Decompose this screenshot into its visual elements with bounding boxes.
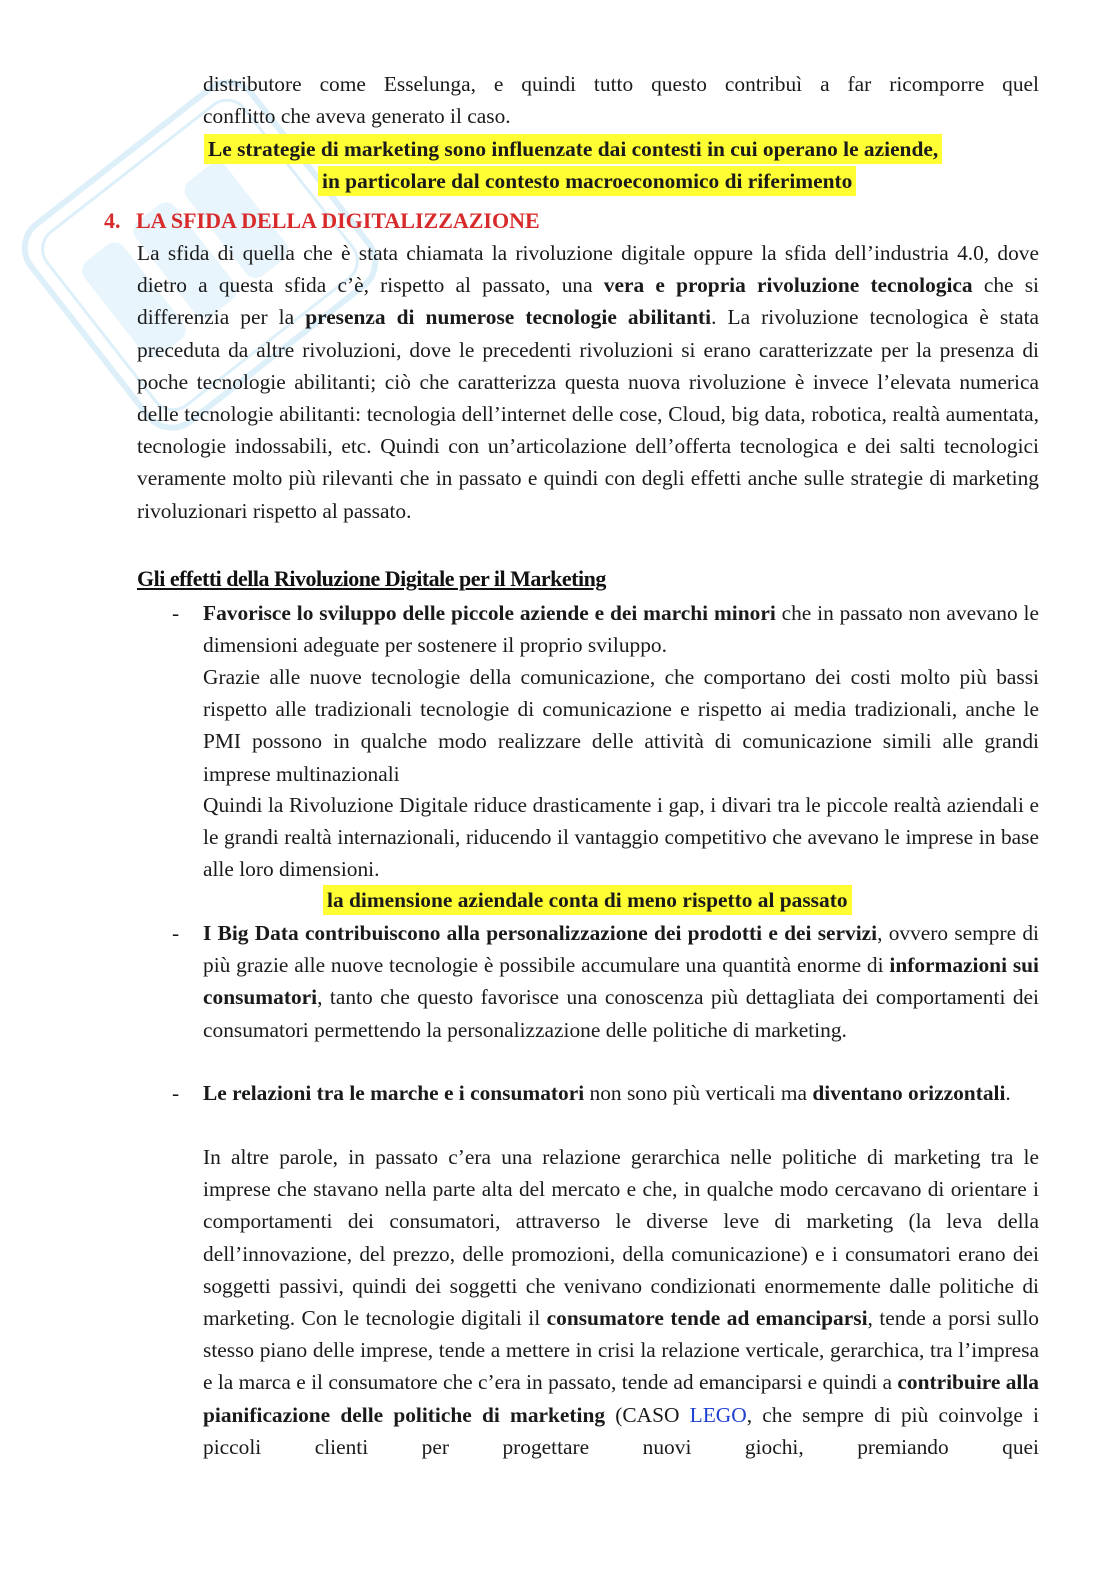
section-heading [104,205,540,237]
subheading: Gli effetti della Rivoluzione Digitale per il Marketing [137,566,606,591]
intro-line-2: conflitto che aveva generato il caso. [203,104,511,128]
section-title: LA SFIDA DELLA DIGITALIZZAZIONE [136,208,540,233]
intro-line-1: distributore come Esselunga, e quindi tutto questo contribuì a far ricomporre quel [203,72,1039,96]
lego-link[interactable]: LEGO [689,1402,747,1427]
bullet-dash: - [172,601,180,625]
bullet-1-paragraph: Favorisce lo sviluppo delle piccole aziende e dei marchi minori che in passato non avevano le dimensioni adeguate per sostenere il proprio sviluppo. [203,601,1039,658]
bullet-3-paragraph: Le relazioni tra le marche e i consumatori non sono più verticali ma diventano orizzontali. [203,1081,1011,1105]
highlight-key-point-1a: Le strategie di marketing sono influenzate dai contesti in cui operano le aziende, [204,134,942,164]
bullet-2-paragraph: I Big Data contribuiscono alla personalizzazione dei prodotti e dei servizi, ovvero sempre di più grazie alle nuove tecnologie è possibile accumulare una quantità enorme di informazioni sui consumatori, tanto che questo favorisce una conoscenza più dettagliata dei comportamenti dei consumatori permettendo la personalizzazione delle politiche di marketing. [203,921,1039,1042]
bullet-1-paragraph-3: Quindi la Rivoluzione Digitale riduce drasticamente i gap, i divari tra le piccole realtà aziendali e le grandi realtà internazionali, riducendo il vantaggio competitivo che avevano le imprese in base alle loro dimensioni. [203,793,1039,882]
section-number: 4. [104,208,121,233]
bullet-1-paragraph-2: Grazie alle nuove tecnologie della comunicazione, che comportano dei costi molto più bassi rispetto alle tradizionali tecnologie di comunicazione e rispetto ai media tradizionali, anche le PMI possono in qualche modo realizzare delle attività di comunicazione simili alle grandi imprese multinazionali [203,665,1039,786]
bullet-dash: - [172,921,180,945]
bullet-dash: - [172,1081,180,1105]
highlight-key-point-2: la dimensione aziendale conta di meno rispetto al passato [323,885,852,915]
section-paragraph: La sfida di quella che è stata chiamata la rivoluzione digitale oppure la sfida dell’industria 4.0, dove dietro a questa sfida c’è, rispetto al passato, una vera e propria rivoluzione tecnologica che si differenzia per la presenza di numerose tecnologie abilitanti. La rivoluzione tecnologica è stata preceduta da altre rivoluzioni, dove le precedenti rivoluzioni si erano caratterizzate per la presenza di poche tecnologie abilitanti; ciò che caratterizza questa nuova rivoluzione è invece l’elevata numerica delle tecnologie abilitanti: tecnologia dell’internet delle cose, Cloud, big data, robotica, realtà aumentata, tecnologie indossabili, etc. Quindi con un’articolazione dell’offerta tecnologica e dei salti tecnologici veramente molto più rilevanti che in passato e quindi con degli effetti anche sulle strategie di marketing rivoluzionari rispetto al passato. [137,241,1040,523]
highlight-key-point-1b: in particolare dal contesto macroeconomico di riferimento [318,166,856,196]
bullet-3-paragraph-2: In altre parole, in passato c’era una relazione gerarchica nelle politiche di marketing tra le imprese che stavano nella parte alta del mercato e che, in qualche modo cercavano di orientare i comportamenti dei consumatori, attraverso le diverse leve di marketing (la leva della dell’innovazione, del prezzo, delle promozioni, della comunicazione) e i consumatori erano dei soggetti passivi, quindi dei soggetti che venivano condizionati enormemente dalle politiche di marketing. Con le tecnologie digitali il consumatore tende ad emanciparsi, tende a porsi sullo stesso piano delle imprese, tende a mettere in crisi la relazione verticale, gerarchica, tra l’impresa e la marca e il consumatore che c’era in passato, tende ad emanciparsi e quindi a contribuire alla pianificazione delle politiche di marketing (CASO LEGO, che sempre di più coinvolge i piccoli clienti per progettare nuovi giochi, premiando quei [203,1145,1040,1459]
